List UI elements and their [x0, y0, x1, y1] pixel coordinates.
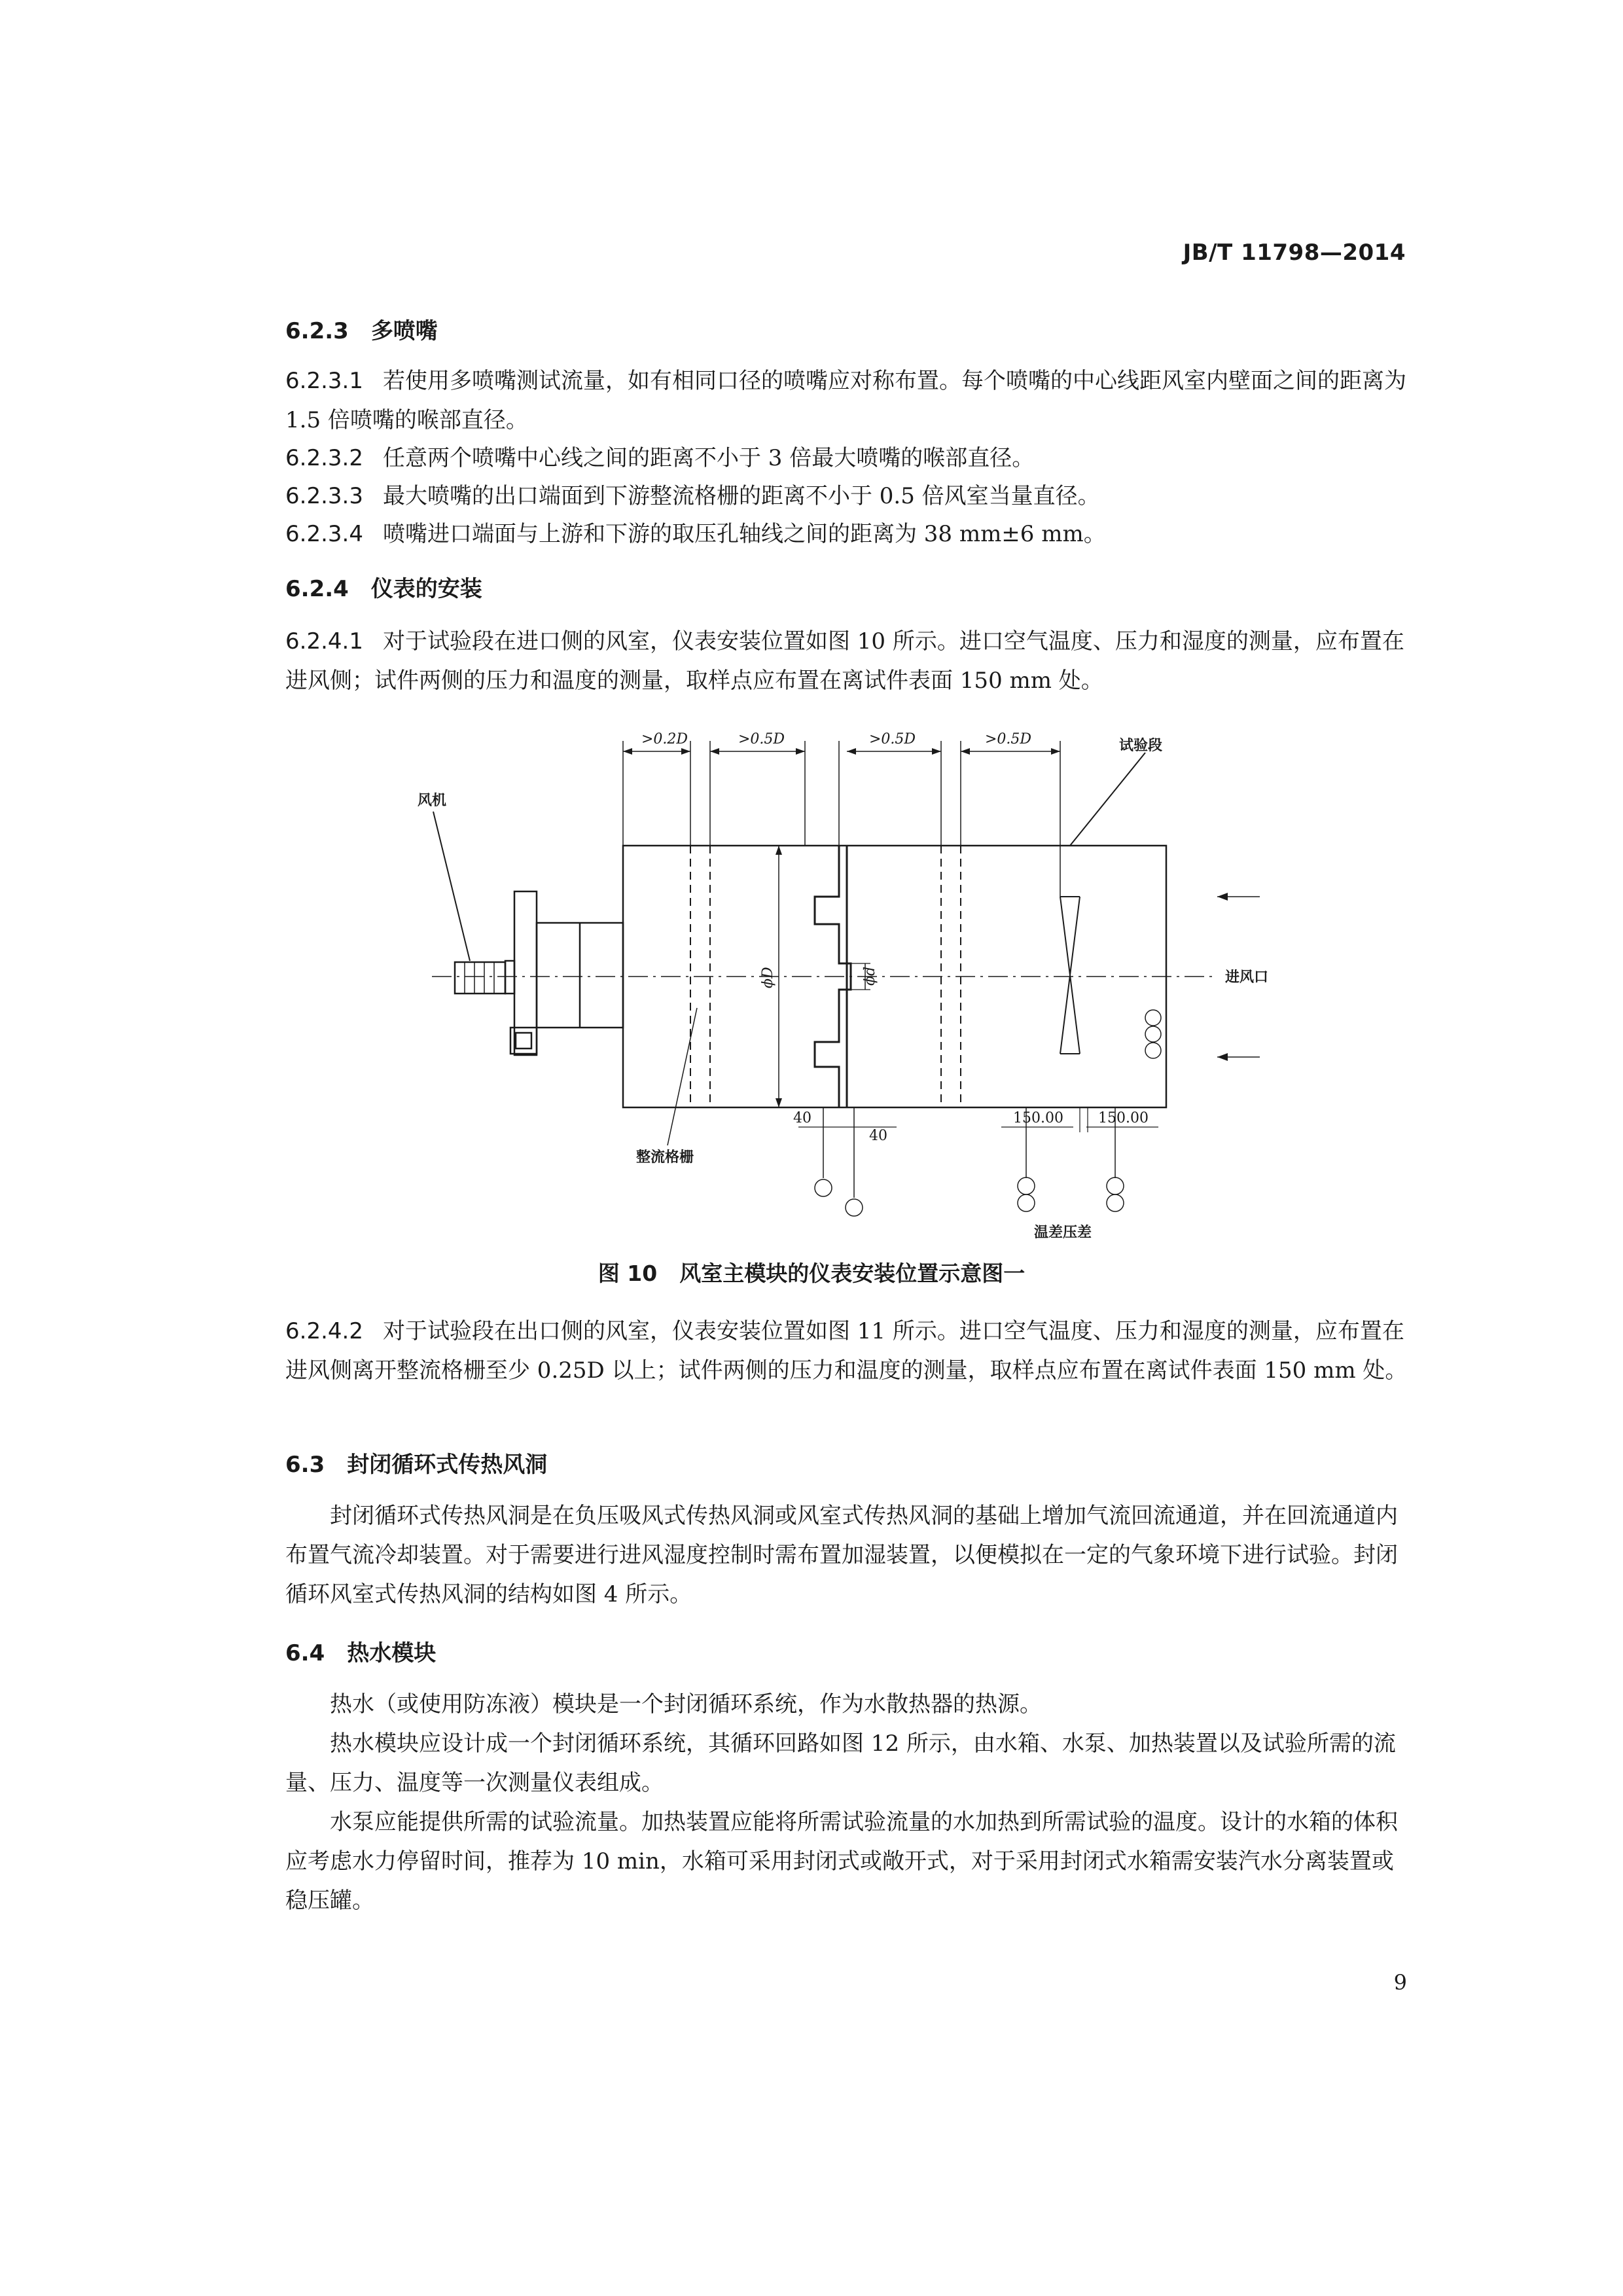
page-number: 9	[1393, 1970, 1407, 1995]
dim-0-2d: >0.2D	[641, 731, 688, 747]
fan-leader	[433, 812, 470, 961]
figure-title: 风室主模块的仪表安装位置示意图一	[679, 1261, 1026, 1286]
clause-text: 任意两个喷嘴中心线之间的距离不小于 3 倍最大喷嘴的喉部直径。	[382, 445, 1035, 471]
clause-6-2-3-2	[285, 439, 1411, 478]
section-number: 6.4	[285, 1640, 325, 1666]
dim-150-right: 150.00	[1098, 1110, 1149, 1126]
section-6-3	[285, 1445, 1411, 1484]
fan-label: 风机	[418, 792, 447, 809]
dim-0-5d-1: >0.5D	[738, 731, 785, 747]
dim-40-right: 40	[869, 1128, 887, 1144]
clause-6-2-4-1	[285, 622, 1411, 700]
figure-number: 图 10	[597, 1261, 658, 1286]
clause-number: 6.2.3.4	[285, 521, 363, 547]
section-6-2-3	[285, 312, 1411, 351]
section-title: 热水模块	[347, 1640, 437, 1666]
paragraph-text-1: 热水（或使用防冻液）模块是一个封闭循环系统，作为水散热器的热源。	[330, 1691, 1042, 1717]
figure-10-drawing	[393, 700, 1309, 1244]
phi-d-small-label: ϕd	[862, 966, 878, 986]
section-number: 6.3	[285, 1452, 325, 1478]
clause-text: 喷嘴进口端面与上游和下游的取压孔轴线之间的距离为 38 mm±6 mm。	[382, 521, 1106, 547]
dim-150-left: 150.00	[1013, 1110, 1063, 1126]
clause-text: 若使用多喷嘴测试流量，如有相同口径的喷嘴应对称布置。每个喷嘴的中心线距风室内壁面之间的距离为 1.5 倍喷嘴的喉部直径。	[285, 368, 1406, 433]
clause-number: 6.2.3.1	[285, 368, 363, 394]
clause-text: 对于试验段在进口侧的风室，仪表安装位置如图 10 所示。进口空气温度、压力和湿度的测量，应布置在进风侧；试件两侧的压力和温度的测量，取样点应布置在离试件表面 150 mm 处。	[285, 628, 1404, 694]
fan-motor	[455, 962, 505, 994]
clause-6-2-3-4	[285, 514, 1411, 554]
paragraph-text-2: 热水模块应设计成一个封闭循环系统，其循环回路如图 12 所示，由水箱、水泵、加热装置以及试验所需的流量、压力、温度等一次测量仪表组成。	[285, 1731, 1396, 1796]
section-title: 多喷嘴	[370, 318, 438, 344]
paragraph-6-4	[285, 1685, 1411, 1920]
test-section-label: 试验段	[1119, 737, 1163, 754]
section-6-4	[285, 1634, 1411, 1673]
clause-number: 6.2.3.2	[285, 445, 363, 471]
dim-0-5d-3: >0.5D	[985, 731, 1032, 747]
section-title: 封闭循环式传热风洞	[347, 1452, 548, 1478]
dim-0-5d-2: >0.5D	[869, 731, 916, 747]
dim-40-left: 40	[793, 1110, 812, 1126]
clause-text: 对于试验段在出口侧的风室，仪表安装位置如图 11 所示。进口空气温度、压力和湿度的测量，应布置在进风侧离开整流格栅至少 0.25D 以上；试件两侧的压力和温度的测量，取样点应布置在离试件表面 150 mm 处。	[285, 1318, 1408, 1384]
temp-pressure-diff-label: 温差压差	[1034, 1224, 1092, 1241]
clause-number: 6.2.3.3	[285, 483, 363, 509]
fan-flange	[514, 891, 537, 1055]
clause-6-2-3-1	[285, 361, 1411, 440]
clause-6-2-4-2	[285, 1312, 1411, 1390]
clause-6-2-3-3	[285, 476, 1411, 516]
phi-d-big-label: ϕD	[760, 967, 776, 988]
section-heading	[285, 312, 1411, 351]
section-6-2-4	[285, 569, 1411, 609]
standard-code: JB/T 11798—2014	[1183, 240, 1406, 266]
section-title: 仪表的安装	[370, 576, 482, 602]
paragraph-6-3	[285, 1496, 1411, 1614]
clause-number: 6.2.4.2	[285, 1318, 363, 1344]
clause-text: 最大喷嘴的出口端面到下游整流格栅的距离不小于 0.5 倍风室当量直径。	[382, 483, 1100, 509]
section-number: 6.2.3	[285, 318, 349, 344]
paragraph-text: 封闭循环式传热风洞是在负压吸风式传热风洞或风室式传热风洞的基础上增加气流回流通道，并在回流通道内布置气流冷却装置。对于需要进行进风湿度控制时需布置加湿装置，以便模拟在一定的气象环境下进行试验。封闭循环风室式传热风洞的结构如图 4 所示。	[285, 1503, 1398, 1607]
clause-number: 6.2.4.1	[285, 628, 363, 655]
inlet-label: 进风口	[1225, 969, 1269, 986]
section-number: 6.2.4	[285, 576, 349, 602]
figure-10	[393, 700, 1309, 1244]
grille-label: 整流格栅	[636, 1149, 694, 1166]
paragraph-text-3: 水泵应能提供所需的试验流量。加热装置应能将所需试验流量的水加热到所需试验的温度。设计的水箱的体积应考虑水力停留时间，推荐为 10 min，水箱可采用封闭式或敞开式，对于采用封闭式水箱需安装汽水分离装置或稳压罐。	[285, 1809, 1398, 1914]
figure-caption	[0, 1257, 1623, 1287]
